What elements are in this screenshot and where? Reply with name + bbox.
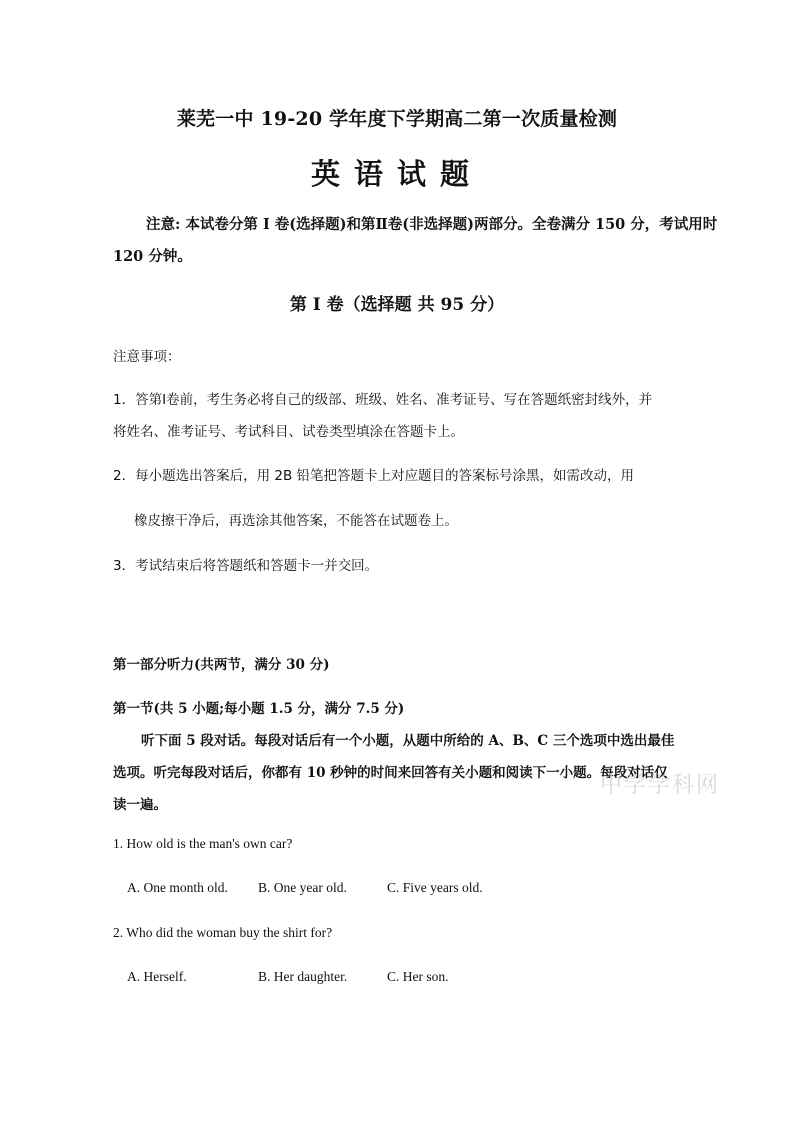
exam-notice-line-2: 120 分钟。: [113, 248, 192, 265]
directions-line-3: 读一遍。: [113, 797, 167, 813]
question-2-stem: 2. Who did the woman buy the shirt for?: [113, 925, 333, 940]
question-1-option-c: C. Five years old.: [387, 880, 483, 895]
instruction-2-line-1: 2．每小题选出答案后，用 2B 铅笔把答题卡上对应题目的答案标号涂黑，如需改动，用: [113, 468, 635, 484]
instruction-1-line-2: 将姓名、准考证号、考试科目、试卷类型填涂在答题卡上。: [113, 424, 464, 440]
question-1-option-a: A. One month old.: [127, 880, 228, 895]
instruction-1-line-1: 1．答第Ⅰ卷前，考生务必将自己的级部、班级、姓名、准考证号、写在答题纸密封线外，并: [113, 392, 653, 408]
part-1-section-title: 第一节(共 5 小题;每小题 1.5 分，满分 7.5 分): [113, 701, 405, 717]
directions-line-1: 听下面 5 段对话。每段对话后有一个小题，从题中所给的 A、B、C 三个选项中选出最佳: [141, 733, 675, 749]
instruction-3: 3．考试结束后将答题纸和答题卡一并交回。: [113, 558, 379, 574]
section-1-title: 第 I 卷（选择题 共 95 分）: [289, 295, 505, 315]
directions-line-2: 选项。听完每段对话后，你都有 10 秒钟的时间来回答有关小题和阅读下一小题。每段对话仅: [113, 765, 668, 781]
subject-title: 英语试题: [310, 157, 483, 191]
question-1-option-b: B. One year old.: [258, 880, 347, 895]
question-2-option-a: A. Herself.: [127, 969, 187, 984]
question-2-option-c: C. Her son.: [387, 969, 449, 984]
exam-header-title: 莱芜一中 19-20 学年度下学期高二第一次质量检测: [176, 108, 618, 130]
instruction-2-line-2: 橡皮擦干净后，再选涂其他答案，不能答在试题卷上。: [134, 513, 458, 529]
part-1-title: 第一部分听力(共两节，满分 30 分): [113, 657, 330, 673]
exam-notice-line-1: 注意: 本试卷分第 I 卷(选择题)和第Ⅱ卷(非选择题)两部分。全卷满分 150 分，考试用时: [146, 216, 718, 233]
question-2-option-b: B. Her daughter.: [258, 969, 348, 984]
watermark-logo: 中学学科网: [600, 773, 721, 798]
instructions-heading: 注意事项：: [113, 349, 181, 365]
question-1-stem: 1. How old is the man's own car?: [113, 836, 293, 851]
